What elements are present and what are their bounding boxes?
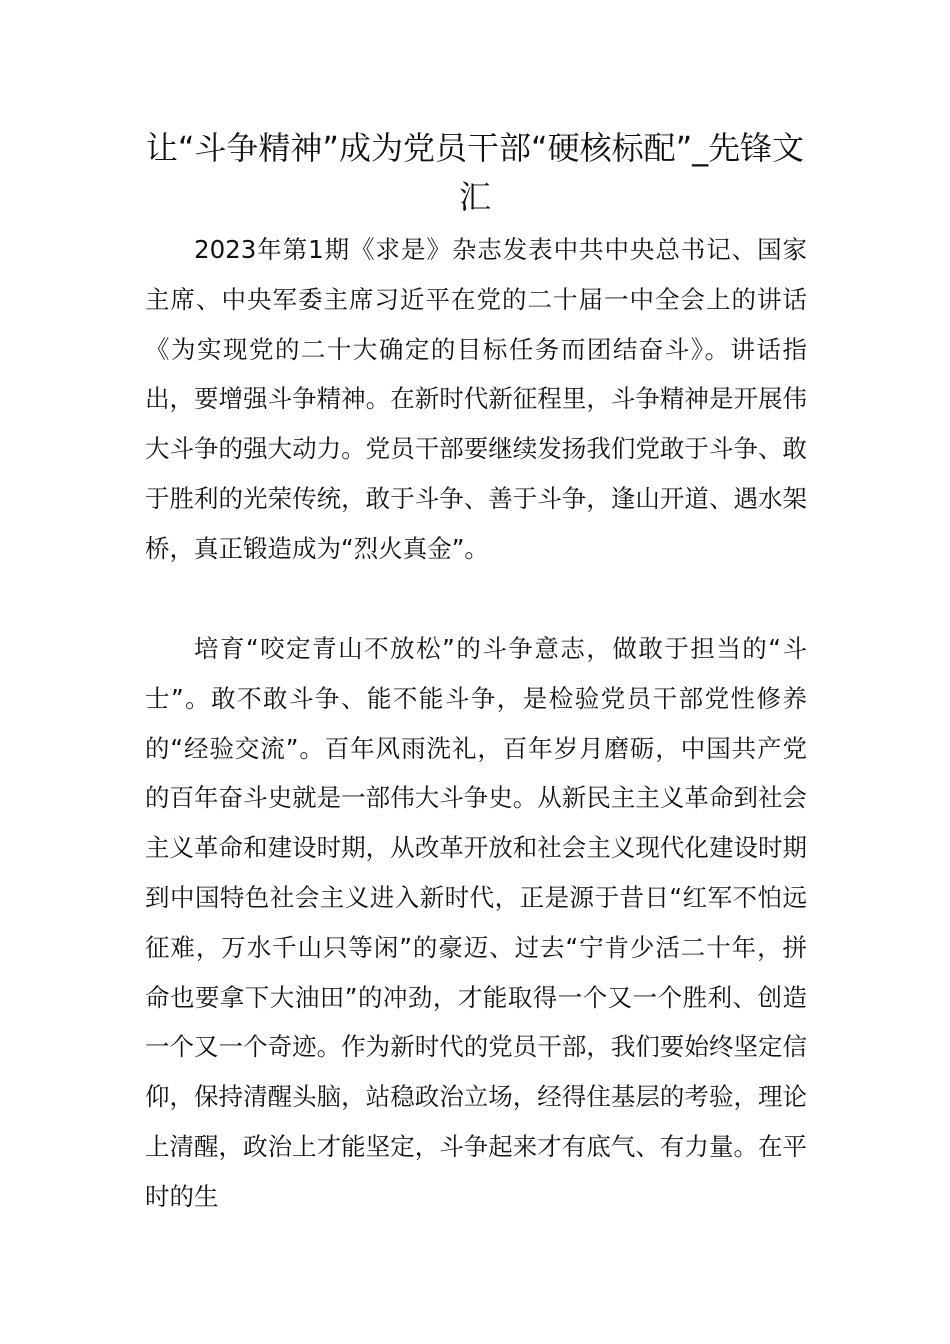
document-title: 让“斗争精神”成为党员干部“硬核标配”_先锋文汇 [145, 129, 805, 216]
paragraph-2: 培育“咬定青山不放松”的斗争意志，做敢于担当的“斗士”。敢不敢斗争、能不能斗争，是检验党员干部党性修养的“经验交流”。百年风雨洗礼，百年岁月磨砺，中国共产党的百年奋斗史就是一部伟大斗争史。从新民主主义革命到社会主义革命和建设时期，从改革开放和社会主义现代化建设时期到中国特色社会主义进入新时代，正是源于昔日“红军不怕远征难，万水千山只等闲”的豪迈、过去“宁肯少活二十年，拼命也要拿下大油田”的冲劲，才能取得一个又一个胜利、创造一个又一个奇迹。作为新时代的党员干部，我们要始终坚定信仰，保持清醒头脑，站稳政治立场，经得住基层的考验，理论上清醒，政治上才能坚定，斗争起来才有底气、有力量。在平时的生 [145, 634, 807, 1211]
paragraph-1: 2023年第1期《求是》杂志发表中共中央总书记、国家主席、中央军委主席习近平在党的二十届一中全会上的讲话《为实现党的二十大确定的目标任务而团结奋斗》。讲话指出，要增强斗争精神。在新时代新征程里，斗争精神是开展伟大斗争的强大动力。党员干部要继续发扬我们党敢于斗争、敢于胜利的光荣传统，敢于斗争、善于斗争，逢山开道、遇水架桥，真正锻造成为“烈火真金”。 [145, 235, 807, 563]
